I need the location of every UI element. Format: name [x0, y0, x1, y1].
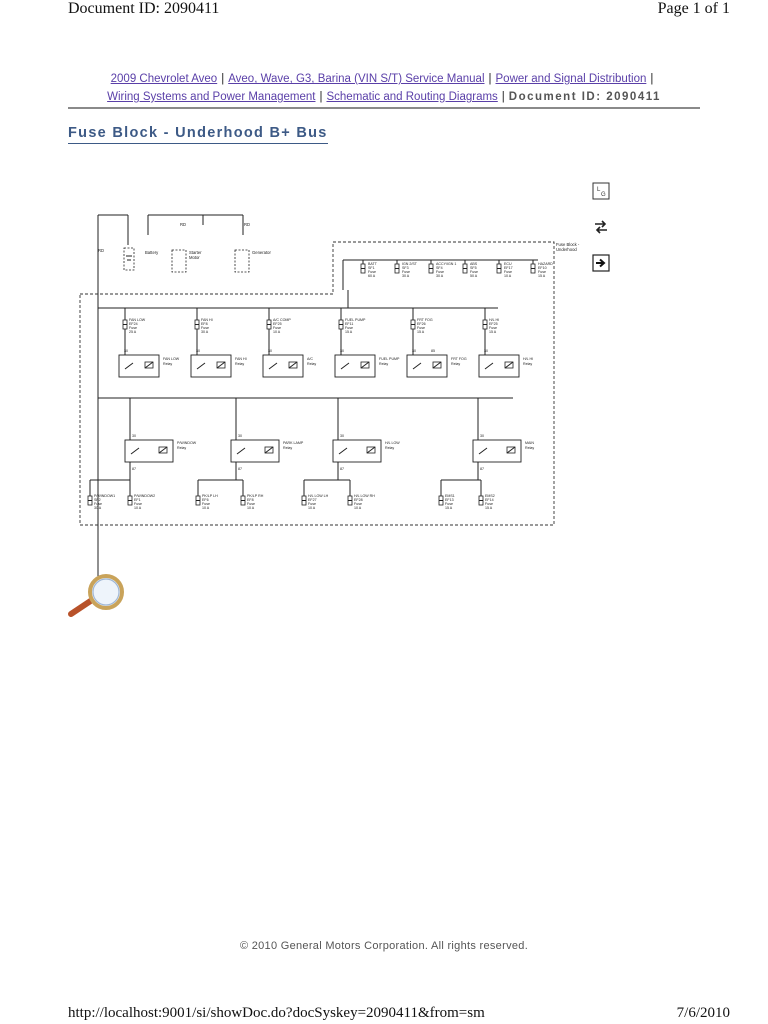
navigation-icon[interactable]	[592, 218, 610, 236]
row1-fuse-rating: 30 A	[201, 330, 209, 334]
row1-relay-name: H/L HI	[523, 357, 534, 361]
bottom-fuse-name: EMS1	[445, 494, 455, 498]
breadcrumb-separator: |	[488, 73, 492, 85]
bottom-fuse-type: Fuse	[202, 502, 210, 506]
side-toolbar	[592, 182, 614, 290]
bottom-fuse-type: Fuse	[94, 502, 102, 506]
bottom-fuse-id: EF28	[354, 498, 363, 502]
starter-label: Motor	[189, 255, 200, 260]
breadcrumb-link-schematic[interactable]: Schematic and Routing Diagrams	[326, 91, 498, 103]
bottom-fuse-name: H/L LOW RH	[354, 494, 375, 498]
row1-fuse-id: EF24	[129, 322, 138, 326]
bottom-fuse-id: EF6	[202, 498, 209, 502]
bottom-fuse-id: SF2	[94, 498, 101, 502]
row1-fuse-id: EF26	[417, 322, 426, 326]
bottom-fuse-name: PK/LP RH	[247, 494, 264, 498]
row1-relay-name: Relay	[235, 362, 245, 366]
bottom-fuse-id: EF27	[308, 498, 317, 502]
bottom-fuse-rating: 30 A	[94, 506, 102, 510]
wire-label: RD	[180, 222, 187, 227]
row1-relay-pin: 85	[431, 349, 435, 353]
print-footer-date: 7/6/2010	[676, 1005, 730, 1021]
copyright-notice: © 2010 General Motors Corporation. All rights reserved.	[239, 940, 529, 952]
bottom-fuse-rating: 10 A	[247, 506, 255, 510]
row1-fuse-name: A/C COMP	[273, 318, 291, 322]
starter-label: Starter	[189, 250, 202, 255]
row1-fuse-type: Fuse	[201, 326, 209, 330]
generator-outline	[235, 250, 249, 272]
magnifier-icon[interactable]	[66, 572, 128, 620]
row2-relay-name: P/WINDOW	[177, 441, 197, 445]
next-arrow-icon[interactable]	[592, 254, 610, 272]
top-fuse-id: SF4	[436, 266, 443, 270]
top-fuse-type: Fuse	[436, 270, 444, 274]
row1-fuse-name: FRT FOG	[417, 318, 433, 322]
header-divider	[68, 107, 700, 109]
bottom-fuse-type: Fuse	[134, 502, 142, 506]
row2-relay-pin: 87	[480, 467, 484, 471]
row2-relay-pin: 30	[238, 434, 242, 438]
bottom-fuse-type: Fuse	[485, 502, 493, 506]
bottom-fuse-rating: 10 A	[202, 506, 210, 510]
print-header-doc-id: Document ID: 2090411	[68, 0, 220, 17]
row1-relay-pin: 30	[484, 349, 488, 353]
breadcrumb-separator: |	[501, 91, 505, 103]
breadcrumb	[68, 70, 700, 106]
row1-fuse-rating: 15 A	[417, 330, 425, 334]
top-fuse-id: SF5	[470, 266, 477, 270]
wire-label: RD	[244, 222, 251, 227]
row2-relay-name: Relay	[177, 446, 187, 450]
row2-relay-name: Relay	[283, 446, 293, 450]
top-fuse-rating: 30 A	[436, 274, 444, 278]
legend-icon[interactable]	[592, 182, 610, 200]
bottom-fuse-name: P/WINDOW2	[134, 494, 156, 498]
starter-outline	[172, 250, 186, 272]
row1-fuse-type: Fuse	[273, 326, 281, 330]
top-fuse-type: Fuse	[504, 270, 512, 274]
bottom-fuse-name: PK/LP LH	[202, 494, 218, 498]
top-fuse-rating: 60 A	[368, 274, 376, 278]
bottom-fuse-id: EF14	[485, 498, 494, 502]
fuse-block-schematic	[68, 200, 580, 530]
row1-fuse-type: Fuse	[345, 326, 353, 330]
bottom-fuse-id: EF13	[445, 498, 454, 502]
breadcrumb-link-power-signal[interactable]: Power and Signal Distribution	[495, 73, 647, 85]
print-header	[68, 0, 730, 26]
row2-relay-pin: 30	[480, 434, 484, 438]
top-fuse-name: ECU	[504, 262, 512, 266]
row1-relay-pin: 30	[268, 349, 272, 353]
bottom-fuse-rating: 10 A	[134, 506, 142, 510]
bottom-fuse-name: H/L LOW LH	[308, 494, 329, 498]
bottom-fuse-type: Fuse	[308, 502, 316, 506]
row1-fuse-id: EF25	[489, 322, 498, 326]
bottom-fuse-rating: 15 A	[485, 506, 493, 510]
row1-relay-pin: 30	[412, 349, 416, 353]
fuse-block-outline	[80, 242, 554, 525]
battery-label: Battery	[145, 250, 159, 255]
wire-label: RD	[98, 248, 105, 253]
breadcrumb-separator: |	[221, 73, 225, 85]
row1-relay-pin: 30	[340, 349, 344, 353]
top-fuse-name: BATT	[368, 262, 377, 266]
row1-relay-name: Relay	[523, 362, 533, 366]
generator-label: Generator	[252, 250, 271, 255]
top-fuse-type: Fuse	[368, 270, 376, 274]
row2-relay-pin: 87	[340, 467, 344, 471]
row1-fuse-type: Fuse	[129, 326, 137, 330]
top-fuse-name: ACCY/IGN 1	[436, 262, 457, 266]
top-fuse-rating: 30 A	[402, 274, 410, 278]
breadcrumb-link-manual[interactable]: Aveo, Wave, G3, Barina (VIN S/T) Service Manual	[228, 73, 485, 85]
top-fuse-id: SF3	[402, 266, 409, 270]
row1-relay-name: Relay	[379, 362, 389, 366]
row2-relay-pin: 87	[132, 467, 136, 471]
top-fuse-rating: 10 A	[504, 274, 512, 278]
row1-relay-pin: 30	[124, 349, 128, 353]
print-header-page: Page 1 of 1	[657, 0, 730, 17]
row2-relay-pin: 87	[238, 467, 242, 471]
fuse-block-label: Underhood	[556, 247, 577, 252]
bottom-fuse-rating: 10 A	[308, 506, 316, 510]
bottom-fuse-name: EMS2	[485, 494, 495, 498]
top-fuse-type: Fuse	[538, 270, 546, 274]
row2-relay-name: Relay	[525, 446, 535, 450]
row1-fuse-id: EF8	[201, 322, 208, 326]
breadcrumb-separator: |	[650, 73, 654, 85]
top-fuse-rating: 15 A	[538, 274, 546, 278]
row2-relay-name: MAIN	[525, 441, 534, 445]
bottom-fuse-rating: 15 A	[445, 506, 453, 510]
row1-relay-name: Relay	[163, 362, 173, 366]
row1-fuse-name: FUEL PUMP	[345, 318, 366, 322]
row1-fuse-rating: 15 A	[345, 330, 353, 334]
row1-relay-name: FAN HI	[235, 357, 247, 361]
row1-relay-name: FAN LOW	[163, 357, 180, 361]
fuse-block-label: Fuse Block -	[556, 242, 580, 247]
top-fuse-id: EF17	[504, 266, 513, 270]
bottom-fuse-id: EF1	[134, 498, 141, 502]
top-fuse-type: Fuse	[402, 270, 410, 274]
bottom-fuse-id: EF8	[247, 498, 254, 502]
top-fuse-id: EF10	[538, 266, 547, 270]
print-footer	[68, 1005, 730, 1023]
row2-relay-pin: 30	[132, 434, 136, 438]
row1-fuse-type: Fuse	[417, 326, 425, 330]
breadcrumb-link-wiring-systems[interactable]: Wiring Systems and Power Management	[107, 91, 316, 103]
bottom-fuse-name: P/WINDOW1	[94, 494, 116, 498]
row1-fuse-rating: 10 A	[273, 330, 281, 334]
svg-text:G: G	[601, 192, 606, 198]
breadcrumb-document-id: Document ID: 2090411	[508, 91, 661, 103]
battery-outline	[124, 248, 134, 270]
row1-relay-pin: 30	[196, 349, 200, 353]
top-fuse-id: SF1	[368, 266, 375, 270]
row1-fuse-rating: 15 A	[489, 330, 497, 334]
row2-relay-pin: 30	[340, 434, 344, 438]
row1-relay-name: FRT FOG	[451, 357, 467, 361]
top-fuse-name: HAZARD	[538, 262, 553, 266]
row1-relay-name: A/C	[307, 357, 313, 361]
breadcrumb-link-vehicle[interactable]: 2009 Chevrolet Aveo	[110, 73, 218, 85]
top-fuse-name: ABS	[470, 262, 478, 266]
svg-text:L: L	[597, 187, 601, 193]
bottom-fuse-type: Fuse	[247, 502, 255, 506]
bottom-fuse-type: Fuse	[445, 502, 453, 506]
row1-fuse-id: EF25	[273, 322, 282, 326]
row1-relay-name: FUEL PUMP	[379, 357, 400, 361]
row1-fuse-rating: 25 A	[129, 330, 137, 334]
breadcrumb-separator: |	[319, 91, 323, 103]
bottom-fuse-rating: 10 A	[354, 506, 362, 510]
top-fuse-name: IGN 2/ST	[402, 262, 417, 266]
row2-relay-name: H/L LOW	[385, 441, 400, 445]
row1-fuse-name: FAN HI	[201, 318, 213, 322]
row1-fuse-id: EF11	[345, 322, 354, 326]
row1-fuse-name: FAN LOW	[129, 318, 146, 322]
page-title: Fuse Block - Underhood B+ Bus	[68, 125, 328, 144]
top-fuse-type: Fuse	[470, 270, 478, 274]
row1-fuse-type: Fuse	[489, 326, 497, 330]
top-fuse-rating: 50 A	[470, 274, 478, 278]
row2-relay-name: Relay	[385, 446, 395, 450]
row1-relay-name: Relay	[307, 362, 317, 366]
row1-fuse-name: H/L HI	[489, 318, 500, 322]
row1-relay-name: Relay	[451, 362, 461, 366]
print-footer-url: http://localhost:9001/si/showDoc.do?docSyskey=2090411&from=sm	[68, 1005, 485, 1021]
row2-relay-name: PARK LAMP	[283, 441, 304, 445]
bottom-fuse-type: Fuse	[354, 502, 362, 506]
